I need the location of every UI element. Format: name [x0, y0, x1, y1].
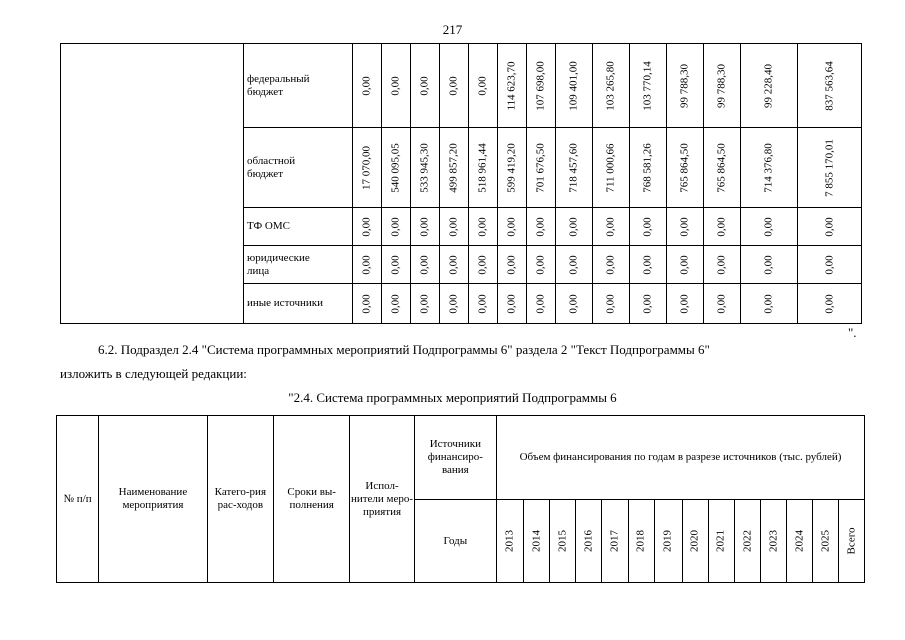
value-cell [382, 208, 411, 246]
value-text: 0,00 [534, 254, 547, 275]
value-text: 0,00 [534, 216, 547, 237]
value-cell [440, 44, 469, 128]
value-text: 599 419,20 [505, 142, 518, 193]
value-cell [440, 246, 469, 284]
value-text: 109 401,00 [567, 60, 580, 111]
value-text: 0,00 [762, 293, 775, 314]
source-label-line: бюджет [247, 167, 283, 180]
value-text: 765 864,50 [715, 142, 728, 193]
value-text: 0,00 [505, 254, 518, 275]
year-label: 2018 [634, 530, 647, 552]
value-text: 0,00 [823, 293, 835, 314]
value-text: 714 376,80 [762, 142, 775, 193]
value-text: 0,00 [505, 216, 518, 237]
year-header-cell [576, 500, 602, 583]
value-text: 0,00 [678, 254, 691, 275]
value-text: 107 698,00 [534, 60, 547, 111]
value-cell [741, 44, 798, 128]
year-header-cell [735, 500, 761, 583]
year-header-cell [524, 500, 550, 583]
value-cell [593, 208, 630, 246]
value-cell [704, 208, 741, 246]
value-text: 0,00 [389, 216, 402, 237]
value-text: 533 945,30 [418, 142, 431, 193]
value-text: 0,00 [360, 293, 373, 314]
value-cell [798, 246, 862, 284]
year-label: 2014 [530, 530, 543, 552]
value-cell [382, 44, 411, 128]
value-text: 0,00 [604, 293, 617, 314]
value-cell [527, 128, 556, 208]
paragraph-line-1: 6.2. Подраздел 2.4 "Система программных мероприятий Подпрограммы 6" раздела 2 "Текст Подпрограммы 6" [98, 342, 710, 357]
value-cell [667, 44, 704, 128]
value-cell [556, 128, 593, 208]
header-sources: Источники финансиро-вания [414, 416, 496, 500]
value-cell [353, 284, 382, 324]
year-label: 2016 [582, 530, 595, 552]
value-text: 0,00 [641, 216, 654, 237]
value-text: 0,00 [476, 75, 489, 96]
value-cell [440, 208, 469, 246]
value-text: 0,00 [678, 293, 691, 314]
year-header-cell [708, 500, 734, 583]
value-cell [593, 128, 630, 208]
value-cell [498, 44, 527, 128]
year-label: 2017 [608, 530, 621, 552]
value-text: 103 265,80 [604, 60, 617, 111]
value-text: 0,00 [418, 254, 431, 275]
value-text: 0,00 [762, 216, 775, 237]
value-cell [556, 284, 593, 324]
value-text: 0,00 [418, 216, 431, 237]
value-cell [382, 128, 411, 208]
value-text: 0,00 [715, 216, 728, 237]
year-header-cell [628, 500, 654, 583]
year-header-cell [497, 500, 524, 583]
value-cell [667, 128, 704, 208]
value-text: 103 770,14 [641, 60, 654, 111]
value-cell [411, 128, 440, 208]
value-cell [593, 284, 630, 324]
value-cell [353, 128, 382, 208]
value-text: 0,00 [389, 293, 402, 314]
value-text: 0,00 [823, 254, 835, 275]
value-text: 0,00 [476, 293, 489, 314]
value-text: 518 961,44 [476, 142, 489, 193]
source-label [244, 208, 353, 246]
value-cell [593, 44, 630, 128]
value-cell [469, 128, 498, 208]
value-text: 711 000,66 [604, 142, 617, 193]
value-text: 837 563,64 [823, 60, 835, 111]
closing-quote: ". [848, 325, 857, 340]
value-cell [667, 284, 704, 324]
value-cell [667, 208, 704, 246]
value-cell [498, 284, 527, 324]
year-label: 2013 [503, 530, 516, 552]
value-cell [798, 128, 862, 208]
value-cell [411, 208, 440, 246]
value-cell [556, 208, 593, 246]
value-cell [704, 284, 741, 324]
source-label [244, 246, 353, 284]
value-cell [667, 246, 704, 284]
value-cell [469, 246, 498, 284]
value-text: 0,00 [360, 254, 373, 275]
source-label-line: бюджет [247, 85, 283, 98]
source-label [244, 284, 353, 324]
value-text: 0,00 [641, 254, 654, 275]
value-text: 0,00 [604, 254, 617, 275]
value-text: 99 788,30 [678, 63, 691, 108]
value-cell [440, 128, 469, 208]
value-cell [469, 208, 498, 246]
year-label: 2022 [741, 530, 754, 552]
value-cell [798, 284, 862, 324]
value-cell [382, 284, 411, 324]
value-cell [353, 44, 382, 128]
section-heading: "2.4. Система программных мероприятий Подпрограммы 6 [288, 390, 617, 405]
year-header-cell [813, 500, 839, 583]
value-text: 0,00 [823, 216, 835, 237]
source-label-line: областной [247, 154, 296, 167]
source-label-line: лица [247, 264, 270, 277]
source-label [244, 128, 353, 208]
value-cell [469, 44, 498, 128]
year-header-cell [602, 500, 628, 583]
year-label: Всего [845, 527, 858, 555]
value-text: 768 581,26 [641, 142, 654, 193]
value-text: 99 228,40 [762, 63, 775, 108]
header-funding: Объем финансирования по годам в разрезе источников (тыс. рублей) [497, 416, 865, 500]
value-cell [741, 128, 798, 208]
value-cell [469, 284, 498, 324]
value-cell [741, 284, 798, 324]
value-text: 0,00 [389, 75, 402, 96]
header-name: Наименование мероприятия [99, 416, 208, 583]
value-text: 0,00 [360, 75, 373, 96]
value-text: 540 095,05 [389, 142, 402, 193]
value-text: 0,00 [567, 254, 580, 275]
value-cell [498, 128, 527, 208]
value-text: 718 457,60 [567, 142, 580, 193]
value-cell [630, 284, 667, 324]
value-cell [353, 246, 382, 284]
value-text: 0,00 [641, 293, 654, 314]
year-header-cell [654, 500, 682, 583]
source-label-line: ТФ ОМС [247, 220, 290, 232]
value-cell [630, 128, 667, 208]
value-cell [798, 208, 862, 246]
value-text: 0,00 [715, 293, 728, 314]
value-text: 0,00 [418, 293, 431, 314]
value-text: 0,00 [604, 216, 617, 237]
value-text: 0,00 [418, 75, 431, 96]
year-label: 2015 [556, 530, 569, 552]
value-text: 0,00 [715, 254, 728, 275]
value-text: 765 864,50 [678, 142, 691, 193]
source-label-line: федеральный [247, 72, 310, 85]
source-label-line: юридические [247, 251, 310, 264]
value-text: 0,00 [389, 254, 402, 275]
value-cell [527, 208, 556, 246]
program-measures-table [56, 415, 865, 583]
value-cell [798, 44, 862, 128]
value-text: 0,00 [447, 254, 460, 275]
value-text: 7 855 170,01 [823, 138, 835, 197]
paragraph-line-2: изложить в следующей редакции: [60, 366, 247, 381]
year-label: 2021 [714, 530, 727, 552]
value-cell [353, 208, 382, 246]
value-text: 99 788,30 [715, 63, 728, 108]
value-text: 0,00 [447, 216, 460, 237]
value-text: 0,00 [447, 293, 460, 314]
value-text: 0,00 [567, 293, 580, 314]
finance-sources-table [60, 43, 862, 324]
year-header-cell [550, 500, 576, 583]
source-label-line: иные источники [247, 297, 323, 309]
value-text: 0,00 [447, 75, 460, 96]
value-cell [527, 44, 556, 128]
year-label: 2025 [819, 530, 832, 552]
header-terms: Сроки вы-полнения [274, 416, 350, 583]
value-cell [556, 44, 593, 128]
value-cell [593, 246, 630, 284]
value-cell [498, 208, 527, 246]
value-text: 499 857,20 [447, 142, 460, 193]
finance-row [61, 44, 862, 128]
header-category: Катего-рия рас-ходов [207, 416, 273, 583]
header-years: Годы [414, 500, 496, 583]
value-cell [411, 44, 440, 128]
value-cell [741, 208, 798, 246]
value-cell [440, 284, 469, 324]
header-executors: Испол-нители меро-приятия [350, 416, 414, 583]
year-label: 2020 [688, 530, 701, 552]
page-number: 217 [442, 22, 463, 37]
value-cell [630, 44, 667, 128]
value-cell [382, 246, 411, 284]
value-cell [411, 284, 440, 324]
year-label: 2019 [661, 530, 674, 552]
value-cell [527, 246, 556, 284]
year-label: 2024 [793, 530, 806, 552]
value-text: 0,00 [476, 216, 489, 237]
value-text: 0,00 [360, 216, 373, 237]
source-label [244, 44, 353, 128]
year-header-cell [839, 500, 865, 583]
year-header-cell [682, 500, 708, 583]
value-text: 17 070,00 [360, 145, 373, 190]
value-cell [704, 128, 741, 208]
value-text: 0,00 [762, 254, 775, 275]
value-text: 0,00 [505, 293, 518, 314]
value-cell [556, 246, 593, 284]
value-cell [498, 246, 527, 284]
value-cell [527, 284, 556, 324]
value-text: 114 623,70 [505, 60, 518, 111]
value-text: 0,00 [567, 216, 580, 237]
value-cell [704, 44, 741, 128]
value-text: 0,00 [476, 254, 489, 275]
value-cell [630, 208, 667, 246]
empty-cell [61, 44, 244, 324]
value-cell [741, 246, 798, 284]
year-label: 2023 [767, 530, 780, 552]
year-header-cell [787, 500, 813, 583]
value-cell [630, 246, 667, 284]
value-text: 701 676,50 [534, 142, 547, 193]
year-header-cell [761, 500, 787, 583]
value-cell [704, 246, 741, 284]
value-text: 0,00 [678, 216, 691, 237]
value-cell [411, 246, 440, 284]
value-text: 0,00 [534, 293, 547, 314]
header-number: № п/п [57, 416, 99, 583]
